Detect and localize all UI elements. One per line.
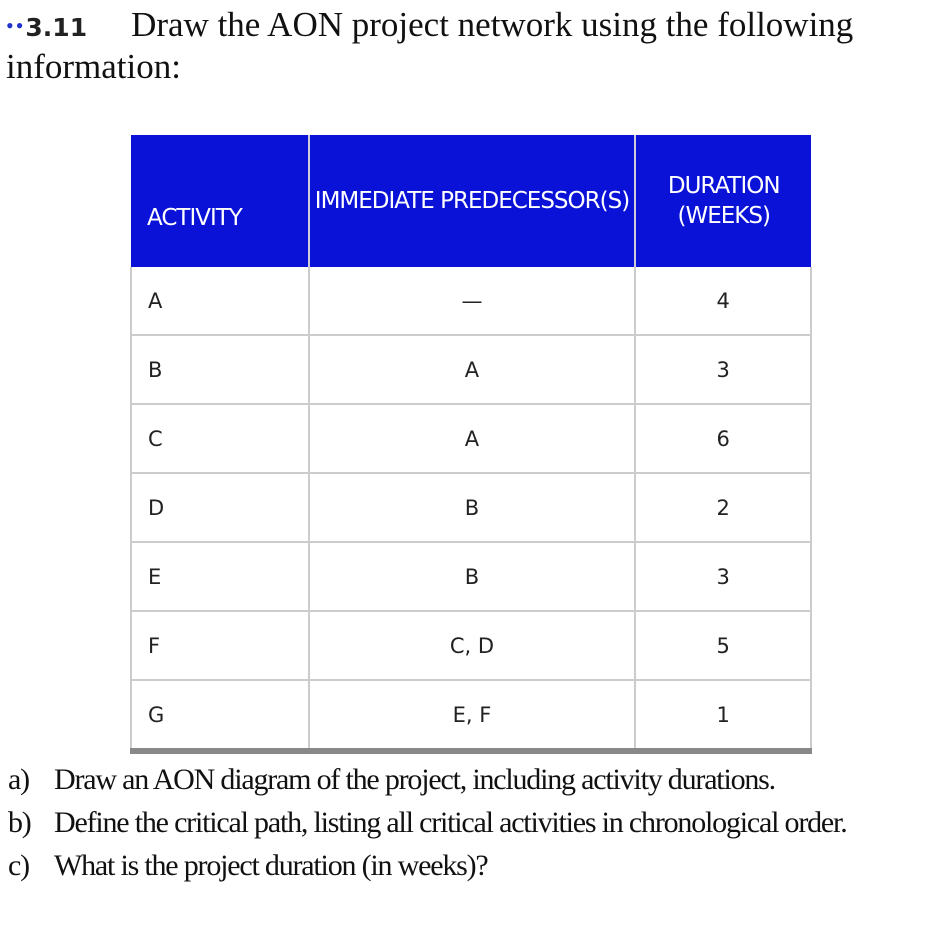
activity-cell: F bbox=[131, 611, 309, 680]
difficulty-dots: •• bbox=[6, 13, 26, 38]
duration-cell: 5 bbox=[635, 611, 811, 680]
column-header: IMMEDIATE PREDECESSOR(S) bbox=[309, 135, 636, 267]
activity-cell: D bbox=[131, 473, 309, 542]
question-text: Define the critical path, listing all critical activities in chronological order. bbox=[54, 806, 847, 839]
activity-cell: E bbox=[131, 542, 309, 611]
column-header: ACTIVITY bbox=[131, 135, 309, 267]
question-text: Draw an AON diagram of the project, including activity durations. bbox=[54, 763, 775, 796]
table-row bbox=[131, 267, 811, 335]
questions-list bbox=[8, 758, 847, 887]
activity-cell: G bbox=[131, 680, 309, 751]
duration-cell: 3 bbox=[635, 335, 811, 404]
predecessor-cell: A bbox=[309, 404, 636, 473]
question-text: What is the project duration (in weeks)? bbox=[54, 849, 488, 882]
predecessor-cell: B bbox=[309, 542, 636, 611]
predecessor-cell: — bbox=[309, 267, 636, 335]
duration-cell: 1 bbox=[635, 680, 811, 751]
activity-cell: B bbox=[131, 335, 309, 404]
column-header: DURATION (WEEKS) bbox=[635, 135, 811, 267]
question-item bbox=[8, 801, 847, 844]
duration-cell: 4 bbox=[635, 267, 811, 335]
question-label: a) bbox=[8, 763, 29, 796]
table-row bbox=[131, 611, 811, 680]
question-item bbox=[8, 844, 847, 887]
predecessor-cell: E, F bbox=[309, 680, 636, 751]
table-row bbox=[131, 542, 811, 611]
duration-cell: 2 bbox=[635, 473, 811, 542]
duration-cell: 3 bbox=[635, 542, 811, 611]
question-item bbox=[8, 758, 847, 801]
predecessor-cell: C, D bbox=[309, 611, 636, 680]
predecessor-cell: A bbox=[309, 335, 636, 404]
intro-line-1: Draw the AON project network using the following bbox=[131, 5, 854, 44]
question-label: c) bbox=[8, 849, 29, 882]
intro-line-2: information: bbox=[6, 47, 181, 86]
table-row bbox=[131, 404, 811, 473]
table-row bbox=[131, 473, 811, 542]
table-row bbox=[131, 680, 811, 751]
activity-cell: C bbox=[131, 404, 309, 473]
problem-number: 3.11 bbox=[25, 13, 88, 42]
duration-cell: 6 bbox=[635, 404, 811, 473]
question-label: b) bbox=[8, 806, 31, 839]
activity-table bbox=[130, 135, 812, 754]
predecessor-cell: B bbox=[309, 473, 636, 542]
table-row bbox=[131, 335, 811, 404]
activity-cell: A bbox=[131, 267, 309, 335]
